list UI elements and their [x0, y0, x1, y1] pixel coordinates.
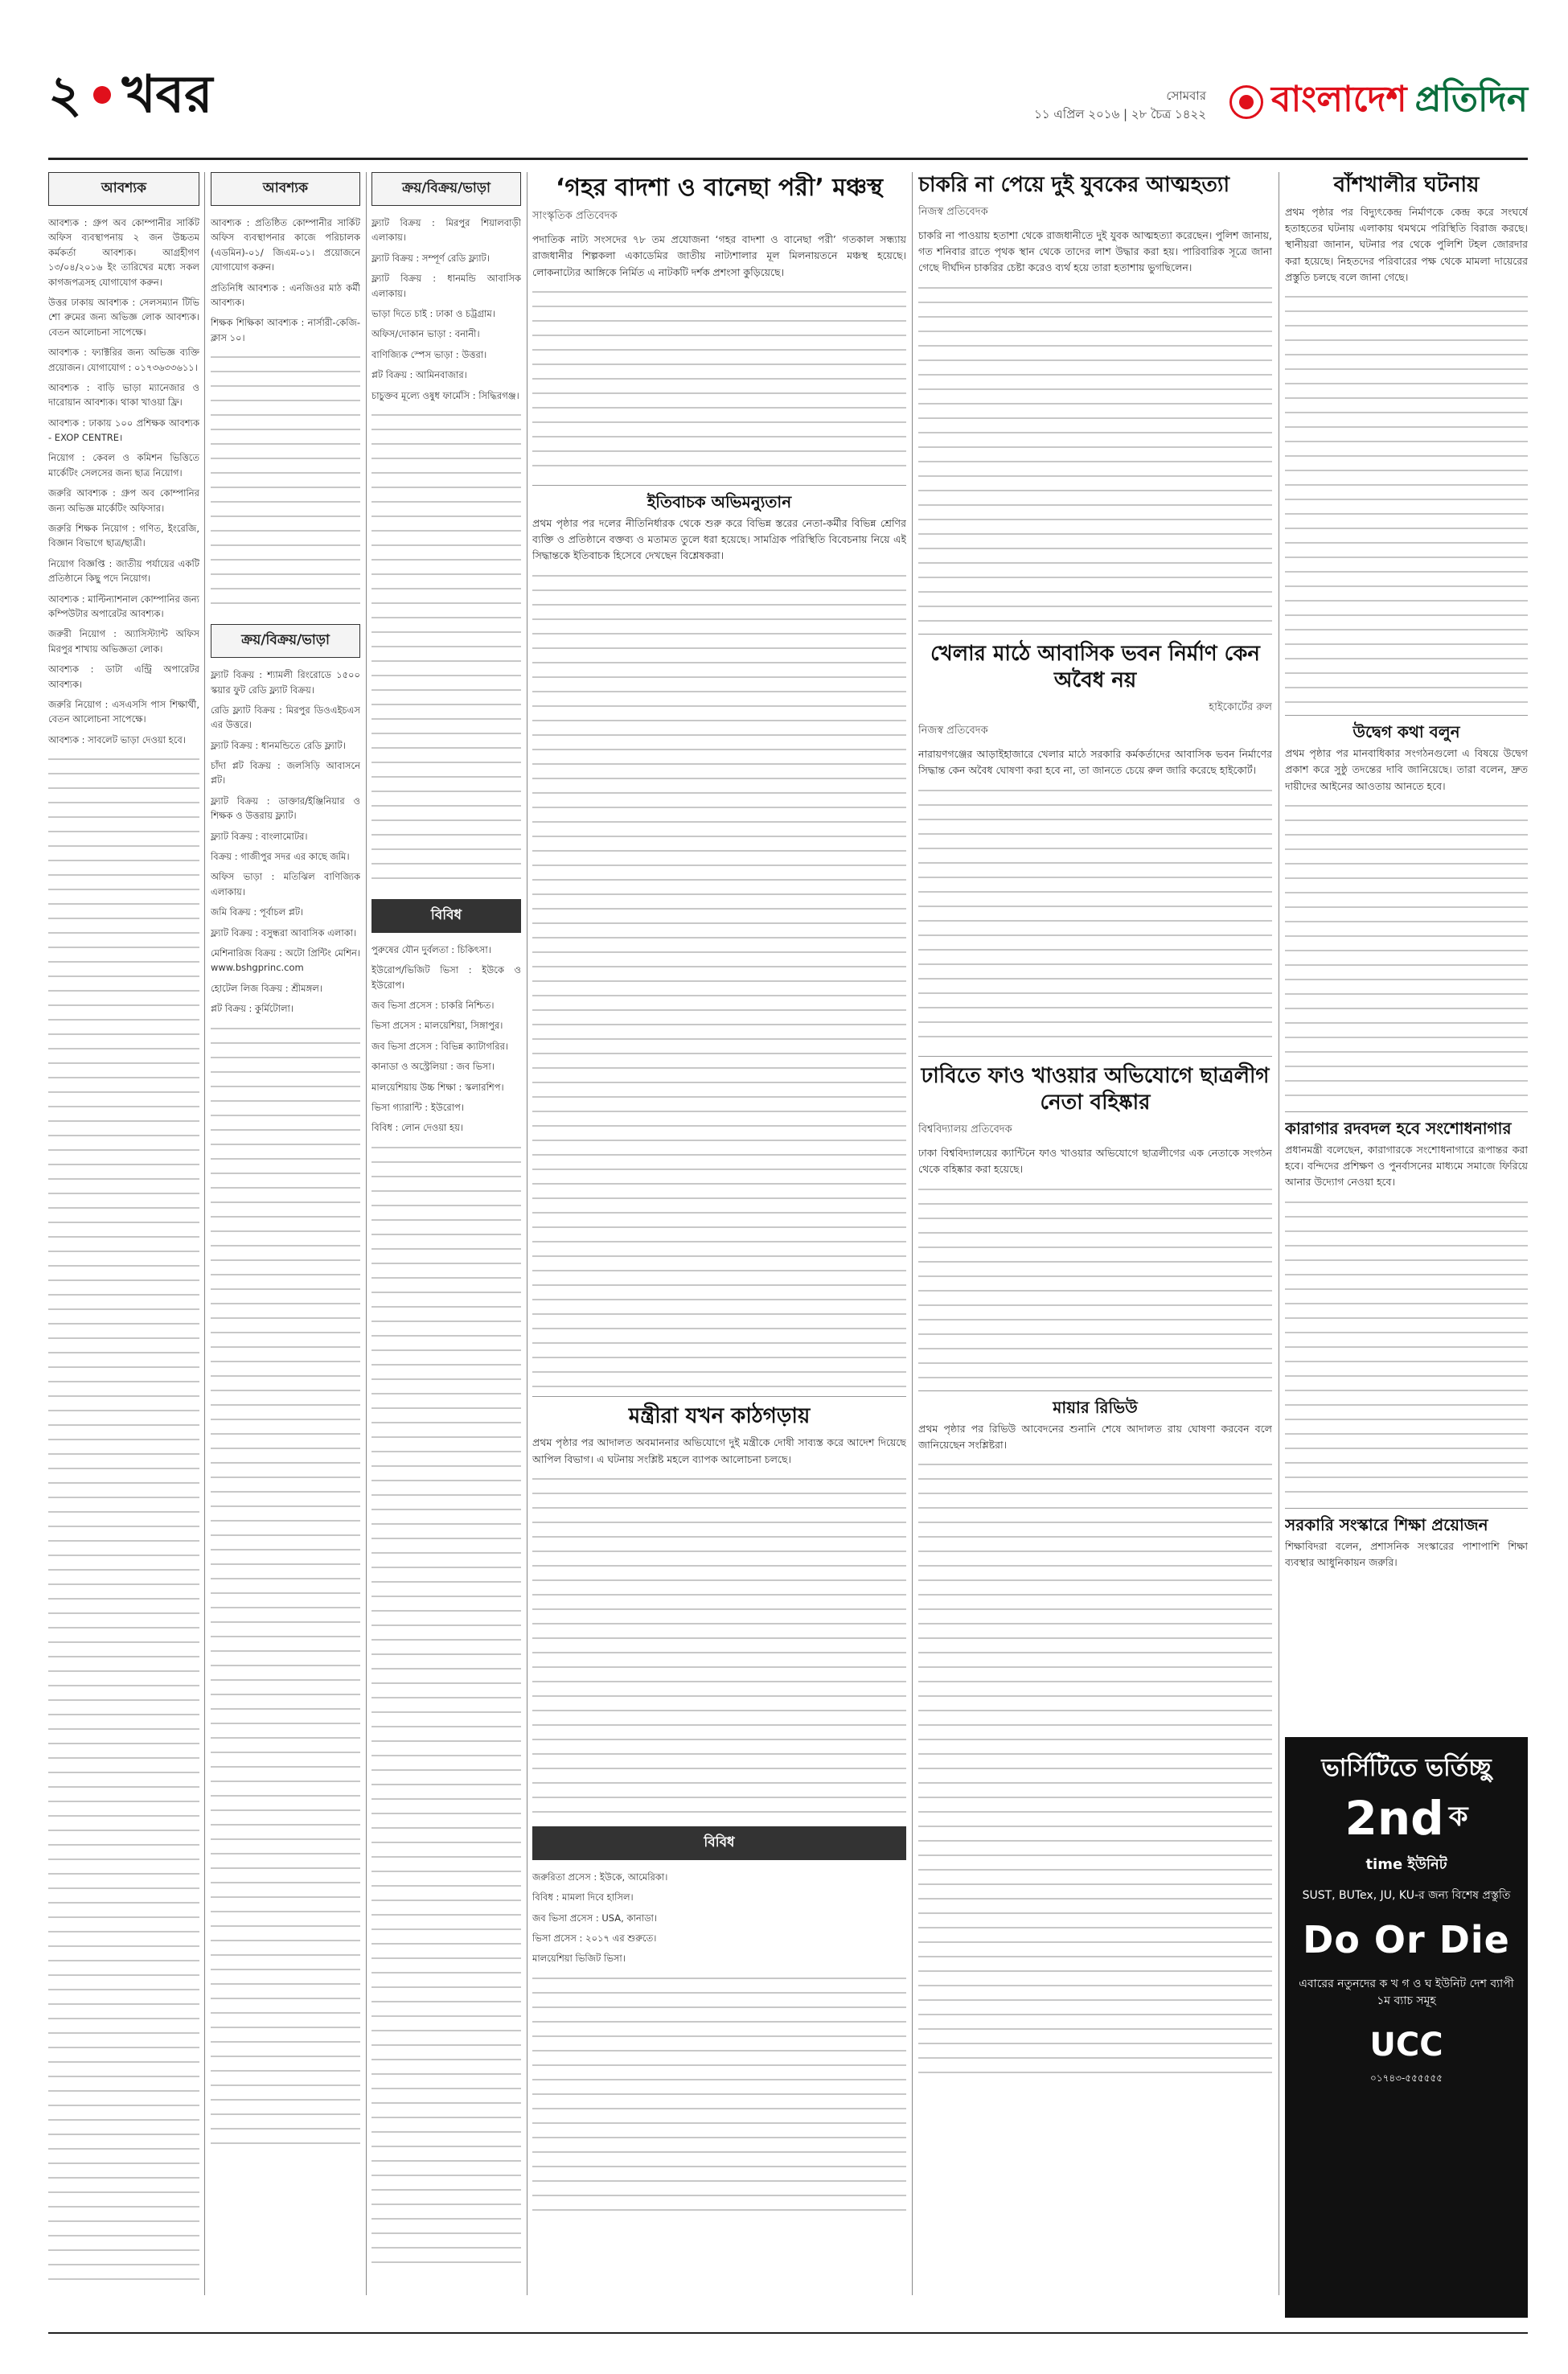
classified-column-3 [371, 172, 521, 2311]
ad-contact: ০১৭৪৩-৫৫৫৫৫৫ [1369, 2072, 1443, 2084]
page-section-label [48, 65, 213, 125]
minister-headline: মন্ত্রীরা যখন কাঠগড়ায় [628, 1403, 811, 1428]
classified-ad: আবশ্যক : ঢাকায় ১০০ প্রশিক্ষক আবশ্যক - EXOP CENTRE। [48, 417, 199, 444]
classified-ad: আবশ্যক : মাল্টিন্যাশনাল কোম্পানির জন্য কম্পিউটার অপারেটর আবশ্যক। [48, 593, 199, 619]
history-body: প্রথম পৃষ্ঠার পর দলের নীতিনির্ধারক থেকে শুরু করে বিভিন্ন স্তরের নেতা-কর্মীর বিভিন্ন শ্রেণির ব্যক্তি ও প্রতিষ্ঠানে বক্তব্য ও মতামত তুলে ধরা হয়েছে। সামগ্রিক পরিস্থিতি বিবেচনায় নিয়ে এই সিদ্ধান্তকে ইতিবাচক হিসেবে দেখছেন বিশ্লেষকরা। [532, 516, 906, 562]
classified-ad: বিক্রয় : গাজীপুর সদর এর কাছে জমি। [211, 851, 350, 863]
classified-list-2 [211, 216, 360, 345]
classified-ad: ফ্ল্যাট বিক্রয় : বসুন্ধরা আবাসিক এলাকা। [211, 926, 357, 939]
classified-ad: আবশ্যক : সাবলেট ভাড়া দেওয়া হবে। [48, 733, 186, 745]
classified-ad: অফিস/দোকান ভাড়া : বনানী। [371, 328, 480, 340]
classified-text-block [211, 351, 360, 616]
classified-ad: রেডি ফ্ল্যাট বিক্রয় : মিরপুর ডিওএইচএস এর উত্তরে। [211, 704, 360, 731]
court-body: নারায়ণগঞ্জের আড়াইহাজারে খেলার মাঠে সরকারি কর্মকর্তাদের আবাসিক ভবন নির্মাণের সিদ্ধান্ত কেন অবৈধ ঘোষণা করা হবে না, তা জানতে চেয়ে রুল জারি করেছে হাইকোর্ট। [918, 748, 1272, 777]
coaching-advertisement[interactable] [1285, 1737, 1528, 2318]
review-headline: মায়ার রিভিউ [1053, 1397, 1138, 1417]
classified-text-block [48, 753, 199, 2281]
minister-body: প্রথম পৃষ্ঠার পর আদালত অবমাননার অভিযোগে দুই মন্ত্রীকে দোষী সাব্যস্ত করে আদেশ দিয়েছে আপিল বিভাগ। এ ঘটনায় সংশ্লিষ্ট মহলে ব্যাপক আলোচনা চলছে। [532, 1436, 906, 1465]
top-body: পদাতিক নাট্য সংসদের ৭৮ তম প্রযোজনা ‘গহর বাদশা ও বানেছা পরী’ গতকাল সন্ধ্যায় রাজধানীর শিল্পকলা একাডেমির জাতীয় নাট্যশালার মূল মিলনায়তনে মঞ্চস্থ হয়েছে। লোকনাট্যের আঙ্গিকে নির্মিত এ নাটকটি দর্শক প্রশংসা কুড়িয়েছে। [532, 233, 906, 278]
classified-ad: জব ভিসা প্রসেস : বিভিন্ন ক্যাটাগরির। [371, 1040, 509, 1052]
classified-text-block [532, 1972, 906, 2213]
footer-rule [48, 2332, 1528, 2334]
right-news-column [1285, 172, 1528, 1724]
article-text-block [1285, 1196, 1528, 1501]
classified-ad: অফিস ভাড়া : মতিঝিল বাণিজ্যিক এলাকায়। [211, 871, 360, 897]
article-text-block [918, 281, 1272, 627]
masthead-logo [1229, 72, 1528, 131]
column-divider [912, 172, 913, 2295]
classified-text-block [371, 1141, 521, 2267]
article-text-block [918, 1458, 1272, 2085]
edu-body: শিক্ষাবিদরা বলেন, প্রশাসনিক সংস্কারের পাশাপাশি শিক্ষা ব্যবস্থার আধুনিকায়ন জরুরি। [1285, 1539, 1528, 1568]
article-text-block [918, 1183, 1272, 1384]
classified-ad: ফ্ল্যাট বিক্রয় : ডাক্তার/ইঞ্জিনিয়ার ও শিক্ষক ও উত্তরায় ফ্ল্যাট। [211, 795, 360, 822]
classified-ad: চাঁদা প্লট বিক্রয় : জলসিড়ি আবাসনে প্লট। [211, 760, 360, 787]
classified-ad: জব ভিসা প্রসেস : চাকরি নিশ্চিত। [371, 1000, 495, 1012]
classified-text-block [371, 409, 521, 891]
dhabi-byline: বিশ্ববিদ্যালয় প্রতিবেদক [918, 1123, 1012, 1136]
classified-ad: জরুরি আবশ্যক : গ্রুপ অব কোম্পানির জন্য অভিজ্ঞ মার্কেটিং অফিসার। [48, 487, 199, 514]
classified-ad: মালয়েশিয়ায় উচ্চ শিক্ষা : স্কলারশিপ। [371, 1081, 504, 1093]
reform-body: প্রধানমন্ত্রী বলেছেন, কারাগারকে সংশোধনাগারে রূপান্তর করা হবে। বন্দিদের প্রশিক্ষণ ও পুনর্বাসনের মাধ্যমে সমাজে ফিরিয়ে আনার উদ্যোগ নেওয়া হবে। [1285, 1143, 1528, 1189]
ad-big-text: 2nd [1344, 1791, 1444, 1846]
classified-heading-2: আবশ্যক [211, 172, 360, 206]
classified-ad: বিবিধ : লোন দেওয়া হয়। [371, 1122, 463, 1134]
classified-ad: আবশ্যক : ডাটা এন্ট্রি অপারেটর আবশ্যক। [48, 663, 199, 690]
classified-list-4 [371, 216, 521, 403]
ad-line-1: ভার্সিটিতে ভর্তিচ্ছু [1321, 1754, 1492, 1782]
article-text-block [1285, 290, 1528, 709]
classified-ad: কানাডা ও অস্ট্রেলিয়া : জব ভিসা। [371, 1061, 495, 1073]
classified-ad: ভিসা গ্যারান্টি : ইউরোপ। [371, 1102, 464, 1114]
review-body: প্রথম পৃষ্ঠার পর রিভিউ আবেদনের শুনানি শেষে আদালত রায় ঘোষণা করবেন বলে জানিয়েছেন সংশ্লিষ্টরা। [918, 1422, 1272, 1451]
ad-big-row [1285, 1791, 1528, 1846]
article-text-block [532, 1472, 906, 1818]
classified-ad: বিবিধ : মামলা দিবে হাসিল। [532, 1891, 634, 1904]
banshkhali-body: প্রথম পৃষ্ঠার পর বিদ্যুৎকেন্দ্র নির্মাণকে কেন্দ্র করে সংঘর্ষে হতাহতের ঘটনায় এলাকায় থমথমে পরিস্থিতি বিরাজ করছে। স্থানীয়রা জানান, ঘটনার পর থেকে পুলিশি টহল জোরদার করা হয়েছে। নিহতদের পরিবারের পক্ষ থেকে মামলা দায়েরের প্রস্তুতি চলছে বলে জানা গেছে। [1285, 205, 1528, 283]
court-subhead: হাইকোর্টের রুল [1209, 701, 1272, 714]
classified-heading-3: ক্রয়/বিক্রয়/ভাড়া [211, 624, 360, 658]
top-headline: ‘গহর বাদশা ও বানেছা পরী’ মঞ্চস্থ [555, 174, 884, 202]
banshkhali-headline: বাঁশখালীর ঘটনায় [1333, 173, 1480, 197]
classified-ad: প্লট বিক্রয় : আমিনবাজার। [371, 369, 467, 381]
classified-ad: ফ্ল্যাট বিক্রয় : মিরপুর শিয়ালবাড়ী এলাকায়। [371, 217, 521, 244]
ad-brand: UCC [1369, 2026, 1443, 2064]
logo-text-part1: বাংলাদেশ [1271, 79, 1407, 120]
classified-ad: প্রতিনিধি আবশ্যক : এনজিওর মাঠ কর্মী আবশ্যক। [211, 281, 360, 308]
page-header [48, 65, 1528, 158]
classified-ad: জরুরী নিয়োগ : অ্যাসিস্ট্যান্ট অফিস মিরপুর শাখায় অভিজ্ঞতা লোক। [48, 628, 199, 655]
section-title: খবর [121, 65, 213, 125]
classified-ad: ফ্ল্যাট বিক্রয় : বাংলামোটর। [211, 830, 308, 842]
classified-ad: শিক্ষক শিক্ষিকা আবশ্যক : নার্সারী-কেজি-ক্লাস ১০। [211, 317, 360, 343]
misc-list [371, 943, 521, 1136]
section-dot-icon [93, 86, 111, 104]
top-byline: সাংস্কৃতিক প্রতিবেদক [532, 210, 618, 222]
classified-ad: হোটেল লিজ বিক্রয় : শ্রীমঙ্গল। [211, 982, 322, 994]
classified-ad: জব ভিসা প্রসেস : USA, কানাডা। [532, 1912, 657, 1924]
issue-date-text: ১১ এপ্রিল ২০১৬ | ২৮ চৈত্র ১৪২২ [1034, 107, 1206, 122]
classified-ad: ভাড়া দিতে চাই : ঢাকা ও চট্রগ্রাম। [371, 307, 495, 319]
column-divider [366, 172, 367, 2295]
edu-headline: সরকারি সংস্কারে শিক্ষা প্রয়োজন [1285, 1514, 1488, 1534]
classified-ad: ফ্ল্যাট বিক্রয় : ধানমন্ডিতে রেডি ফ্ল্যাট। [211, 739, 346, 751]
classified-ad: ফ্ল্যাট বিক্রয় : সম্পূর্ণ রেডি ফ্ল্যাট। [371, 252, 490, 264]
classified-ad: জমি বিক্রয় : পূর্বাচল প্লট। [211, 906, 304, 918]
classified-list-3 [211, 667, 360, 1016]
header-rule [48, 158, 1528, 160]
classified-ad: নিয়োগ : কেবল ও কমিশন ভিত্তিতে মার্কেটিং সেলসের জন্য ছাত্র নিয়োগ। [48, 452, 199, 478]
mid-news-column [918, 172, 1272, 2311]
ad-line-5: এবারের নতুনদের ক খ গ ও ঘ ইউনিট দেশ ব্যাপী ১ম ব্যাচ সমূহ [1299, 1978, 1514, 2007]
article-text-block [532, 285, 906, 478]
classified-ad: পুরুষের যৌন দুর্বলতা : চিকিৎসা। [371, 943, 491, 955]
classified-ad: আবশ্যক : প্রতিষ্ঠিত কোম্পানীর সার্কিট অফিস ব্যবস্থাপনার কাজে পরিচালক (এডমিন)-০১/ জিএম-০১। প্রয়োজনে যোগাযোগ করুন। [211, 217, 360, 273]
classified-ad: আবশ্যক : গ্রুপ অব কোম্পানীর সার্কিট অফিস ব্যবস্থাপনায় ২ জন উচ্চতম কর্মকর্তা আবশ্যক। আগ্রহীগণ ১৩/০৪/২০১৬ ইং তারিখের মধ্যে সকল কাগজপত্রসহ যোগাযোগ করুন। [48, 217, 199, 288]
dhabi-body: ঢাকা বিশ্ববিদ্যালয়ের ক্যান্টিনে ফাও খাওয়ার অভিযোগে ছাত্রলীগের এক নেতাকে সংগঠন থেকে বহিষ্কার করা হয়েছে। [918, 1147, 1272, 1176]
classified-column-2 [211, 172, 360, 2311]
reform-headline: কারাগার রদবদল হবে সংশোধনাগার [1285, 1118, 1512, 1138]
center-news-column [532, 172, 906, 2311]
udbeg-body: প্রথম পৃষ্ঠার পর মানবাধিকার সংগঠনগুলো এ বিষয়ে উদ্বেগ প্রকাশ করে সুষ্ঠু তদন্তের দাবি জানিয়েছে। তারা বলেন, দ্রুত দায়ীদের আইনের আওতায় আনতে হবে। [1285, 747, 1528, 792]
classified-heading-4: ক্রয়/বিক্রয়/ভাড়া [371, 172, 521, 206]
article-text-block [1285, 799, 1528, 1105]
udbeg-headline: উদ্বেগ কথা বলুন [1353, 722, 1460, 742]
issue-date [1034, 87, 1206, 125]
classified-ad: ভিসা প্রসেস : মালয়েশিয়া, সিঙ্গাপুর। [371, 1020, 503, 1032]
classified-ad: জরুরিতা প্রসেস : ইউকে, আমেরিকা। [532, 1871, 668, 1883]
classified-text-block [211, 1022, 360, 2148]
ad-slogan: Do Or Die [1303, 1918, 1510, 1962]
logo-circle-icon [1229, 85, 1263, 119]
classified-ad: ফ্ল্যাট বিক্রয় : ধানমন্ডি আবাসিক এলাকায়। [371, 273, 521, 299]
classified-ad: বাণিজ্যিক স্পেস ভাড়া : উত্তরা। [371, 348, 487, 360]
history-subhead: ইতিবাচক অভিমন্যুতান [646, 491, 792, 511]
suicide-headline: চাকরি না পেয়ে দুই যুবকের আত্মহত্যা [918, 173, 1229, 197]
classified-ad: ইউরোপ/ভিজিট ভিসা : ইউকে ও ইউরোপ। [371, 964, 521, 991]
classified-heading-1: আবশ্যক [48, 172, 199, 206]
classified-ad: প্লট বিক্রয় : কুর্মিটোলা। [211, 1003, 293, 1015]
classified-column-1 [48, 172, 199, 2311]
classified-ad: আবশ্যক : ফ্যাক্টরির জন্য অভিজ্ঞ ব্যক্তি প্রয়োজন। যোগাযোগ : ০১৭৩৬৩৩৬১১। [48, 347, 199, 373]
classified-ad: ফ্ল্যাট বিক্রয় : শ্যামলী রিংরোডে ১৫০০ স্কয়ার ফুট রেডি ফ্ল্যাট বিক্রয়। [211, 669, 360, 696]
court-headline: খেলার মাঠে আবাসিক ভবন নির্মাণ কেন অবৈধ নয় [930, 641, 1260, 693]
page-number: ২ [48, 65, 82, 125]
article-text-block [918, 784, 1272, 1049]
dhabi-headline: ঢাবিতে ফাও খাওয়ার অভিযোগে ছাত্রলীগ নেতা বহিষ্কার [921, 1063, 1270, 1115]
classified-ad: ভিসা প্রসেস : ২০১৭ এর শুরুতে। [532, 1932, 657, 1944]
court-byline: নিজস্ব প্রতিবেদক [918, 725, 988, 737]
logo-text-part2: প্রতিদিন [1414, 79, 1528, 120]
ad-line-2: time ইউনিট [1365, 1856, 1447, 1873]
suicide-body: চাকরি না পাওয়ায় হতাশা থেকে রাজধানীতে দুই যুবক আত্মহত্যা করেছেন। পুলিশ জানায়, গত শনিবার রাতে পৃথক স্থান থেকে তাদের লাশ উদ্ধার করা হয়। পারিবারিক সূত্রে জানা গেছে দীর্ঘদিন চাকরির চেষ্টা করেও ব্যর্থ হয়ে তারা হতাশায় ভুগছিলেন। [918, 228, 1272, 274]
article-text-block [532, 569, 906, 1390]
classified-ad: জরুরি শিক্ষক নিয়োগ : গণিত, ইংরেজি, বিজ্ঞান বিভাগে ছাত্র/ছাত্রী। [48, 523, 199, 549]
classified-ad: চাচুক্তব মূল্যে ওষুধ ফার্মেসি : সিদ্ধিরগঞ্জ। [371, 389, 519, 401]
classified-ad: উত্তর ঢাকায় আবশ্যক : সেলসম্যান টিভি শো রুমের জন্য অভিজ্ঞ লোক আবশ্যক। বেতন আলোচনা সাপেক্ষে। [48, 296, 199, 338]
ad-big-sub: ক [1448, 1801, 1468, 1833]
misc-list-2 [532, 1870, 906, 1966]
classified-ad: মেশিনারিজ বিক্রয় : অটো প্রিন্টিং মেশিন। www.bshgprinc.com [211, 947, 360, 974]
classified-ad: মালয়েশিয়া ভিজিট ভিসা। [532, 1953, 626, 1965]
column-divider [204, 172, 205, 2295]
classified-list-1 [48, 216, 199, 747]
classified-ad: আবশ্যক : বাড়ি ভাড়া ম্যানেজার ও দারোয়ান আবশ্যক। থাকা খাওয়া ফ্রি। [48, 381, 199, 409]
ad-line-3: SUST, BUTex, JU, KU-র জন্য বিশেষ প্রস্তুতি [1302, 1889, 1511, 1902]
suicide-byline: নিজস্ব প্রতিবেদক [918, 205, 988, 218]
misc-heading-2: বিবিধ [532, 1826, 906, 1860]
misc-heading: বিবিধ [371, 899, 521, 933]
classified-ad: নিয়োগ বিজ্ঞপ্তি : জাতীয় পর্যায়ের একটি প্রতিষ্ঠানে কিছু পদে নিয়োগ। [48, 557, 199, 585]
classified-ad: জরুরি নিয়োগ : এসএসসি পাস শিক্ষার্থী, বেতন আলোচনা সাপেক্ষে। [48, 698, 199, 725]
issue-day: সোমবার [1166, 88, 1206, 103]
